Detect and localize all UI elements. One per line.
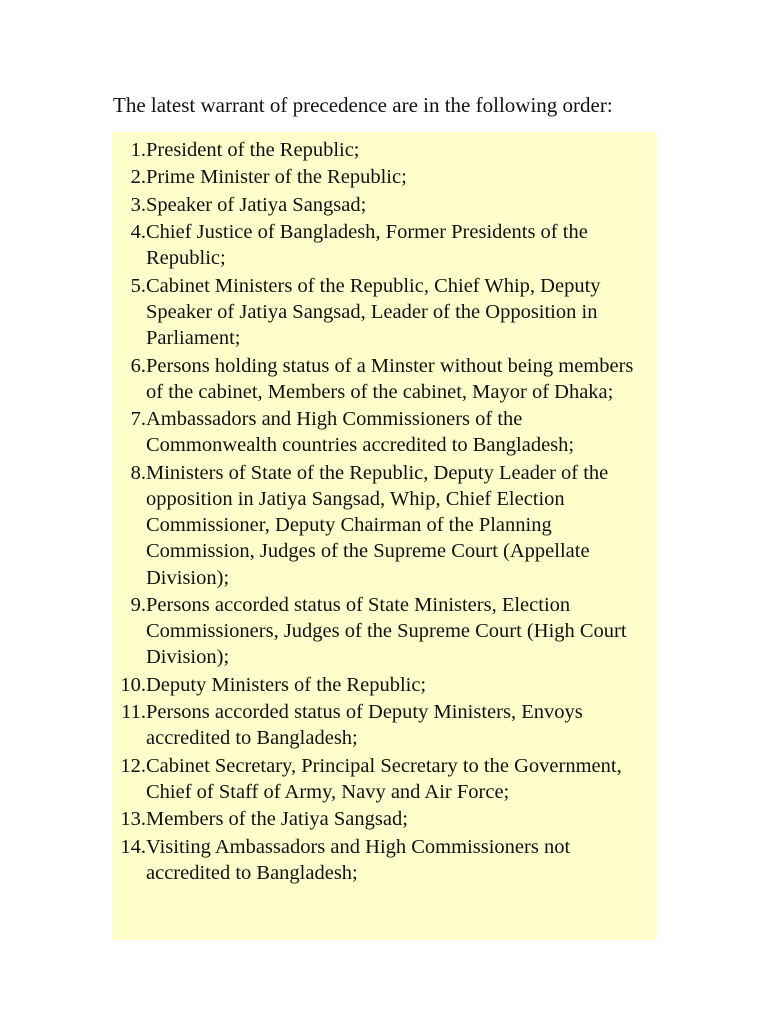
list-item — [112, 753, 657, 805]
intro-text: The latest warrant of precedence are in the following order: — [113, 93, 613, 117]
list-item — [112, 592, 657, 671]
item-number: 11. — [121, 701, 146, 724]
precedence-list — [112, 137, 657, 886]
list-item — [112, 672, 657, 698]
list-item — [112, 699, 657, 751]
list-item — [112, 460, 657, 591]
list-item — [112, 406, 657, 458]
item-number: 12. — [120, 754, 146, 777]
item-text: Members of the Jatiya Sangsad; — [146, 808, 408, 831]
item-text: Deputy Ministers of the Republic; — [146, 673, 427, 696]
item-number: 8. — [130, 461, 146, 484]
item-text: Chief Justice of Bangladesh, Former Presidents of the Republic; — [146, 221, 588, 270]
item-number: 9. — [130, 593, 146, 616]
list-item — [112, 806, 657, 832]
item-text: Persons holding status of a Minster without being members of the cabinet, Members of the cabinet, Mayor of Dhaka; — [146, 354, 634, 403]
item-text: Visiting Ambassadors and High Commissioners not accredited to Bangladesh; — [146, 835, 571, 884]
item-number: 14. — [120, 835, 146, 858]
item-text: Cabinet Secretary, Principal Secretary to the Government, Chief of Staff of Army, Navy and Air Force; — [146, 754, 622, 803]
precedence-list-box — [112, 132, 657, 940]
item-number: 3. — [130, 193, 146, 216]
list-item — [112, 353, 657, 405]
item-text: President of the Republic; — [146, 139, 360, 161]
item-number: 2. — [130, 166, 146, 189]
item-text: Ambassadors and High Commissioners of the Commonwealth countries accredited to Bangladesh; — [146, 408, 575, 457]
list-item — [112, 164, 657, 190]
list-item — [112, 137, 657, 163]
item-number: 1. — [130, 139, 146, 161]
list-item — [112, 219, 657, 271]
item-number: 6. — [130, 354, 146, 377]
item-number: 5. — [130, 274, 146, 297]
item-number: 10. — [120, 673, 146, 696]
item-number: 13. — [120, 808, 146, 831]
item-text: Ministers of State of the Republic, Deputy Leader of the opposition in Jatiya Sangsad, Whip, Chief Election Commissioner, Deputy Chairman of the Planning Commission, Judges of the Supreme Court (Appellate Division); — [146, 461, 609, 589]
list-item — [112, 192, 657, 218]
item-text: Speaker of Jatiya Sangsad; — [146, 193, 367, 216]
list-item — [112, 273, 657, 352]
item-text: Persons accorded status of State Ministers, Election Commissioners, Judges of the Supreme Court (High Court Division); — [146, 593, 627, 669]
item-text: Persons accorded status of Deputy Ministers, Envoys accredited to Bangladesh; — [146, 701, 583, 750]
item-text: Cabinet Ministers of the Republic, Chief Whip, Deputy Speaker of Jatiya Sangsad, Leader of the Opposition in Parliament; — [146, 274, 601, 350]
list-item — [112, 834, 657, 886]
item-number: 7. — [130, 408, 146, 431]
item-number: 4. — [130, 221, 146, 244]
item-text: Prime Minister of the Republic; — [146, 166, 407, 189]
